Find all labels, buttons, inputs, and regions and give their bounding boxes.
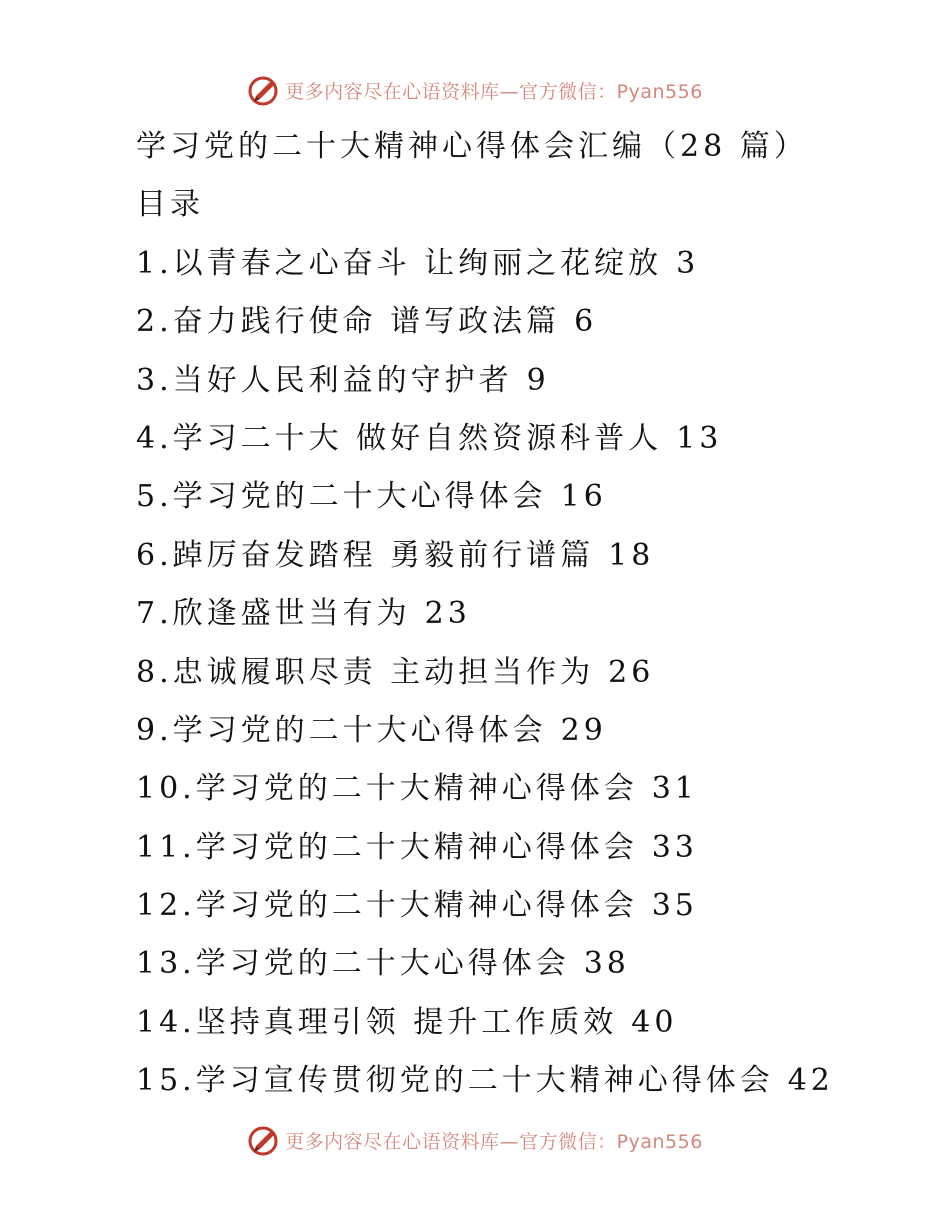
toc-list	[136, 235, 926, 1111]
toc-item-page: 18	[608, 537, 655, 573]
toc-item-label: 4.学习二十大 做好自然资源科普人	[136, 420, 663, 456]
toc-item-label: 12.学习党的二十大精神心得体会	[136, 888, 638, 924]
toc-item-page: 38	[583, 946, 630, 982]
toc-item-page: 6	[574, 304, 598, 340]
toc-item[interactable]	[136, 935, 926, 993]
toc-item[interactable]	[136, 877, 926, 935]
toc-item-page: 3	[676, 245, 700, 281]
toc-item[interactable]	[136, 410, 926, 468]
toc-item-page: 13	[676, 420, 723, 456]
toc-item-page: 16	[560, 479, 607, 515]
pen-logo-icon	[247, 73, 281, 107]
toc-item[interactable]	[136, 644, 926, 702]
toc-item-page: 35	[651, 888, 698, 924]
toc-item[interactable]	[136, 352, 926, 410]
toc-item-label: 5.学习党的二十大心得体会	[136, 479, 547, 515]
toc-item[interactable]	[136, 527, 926, 585]
toc-item-page: 26	[608, 654, 655, 690]
toc-item-page: 9	[526, 362, 550, 398]
toc-item-label: 15.学习宣传贯彻党的二十大精神心得体会	[136, 1063, 774, 1099]
document-title: 学习党的二十大精神心得体会汇编（28 篇）	[136, 129, 808, 164]
watermark-text: 更多内容尽在心语资料库—官方微信：Pyan556	[285, 1130, 703, 1153]
header-watermark	[0, 70, 950, 110]
toc-item-page: 40	[631, 1004, 678, 1040]
document-body	[136, 118, 926, 1111]
toc-item[interactable]	[136, 760, 926, 818]
toc-item[interactable]	[136, 235, 926, 293]
toc-item-label: 2.奋力践行使命 谱写政法篇	[136, 304, 561, 340]
toc-item-label: 14.坚持真理引领 提升工作质效	[136, 1004, 618, 1040]
toc-item-page: 23	[424, 596, 471, 632]
toc-item-page: 33	[651, 829, 698, 865]
toc-heading: 目录	[136, 187, 204, 223]
toc-item-label: 7.欣逢盛世当有为	[136, 596, 411, 632]
toc-item-label: 11.学习党的二十大精神心得体会	[136, 829, 638, 865]
toc-item-label: 10.学习党的二十大精神心得体会	[136, 771, 638, 807]
toc-item-label: 1.以青春之心奋斗 让绚丽之花绽放	[136, 245, 663, 281]
toc-item[interactable]	[136, 293, 926, 351]
toc-item[interactable]	[136, 702, 926, 760]
toc-item[interactable]	[136, 994, 926, 1052]
toc-item[interactable]	[136, 819, 926, 877]
toc-item-page: 42	[787, 1063, 834, 1099]
watermark-text: 更多内容尽在心语资料库—官方微信：Pyan556	[285, 80, 703, 103]
pen-logo-icon	[247, 1123, 281, 1157]
footer-watermark	[0, 1120, 950, 1160]
toc-item[interactable]	[136, 1052, 926, 1110]
toc-item-page: 31	[651, 771, 698, 807]
toc-item-label: 6.踔厉奋发踏程 勇毅前行谱篇	[136, 537, 595, 573]
toc-item[interactable]	[136, 585, 926, 643]
toc-item[interactable]	[136, 468, 926, 526]
toc-item-label: 8.忠诚履职尽责 主动担当作为	[136, 654, 595, 690]
toc-item-label: 13.学习党的二十大心得体会	[136, 946, 570, 982]
toc-item-page: 29	[560, 712, 607, 748]
toc-item-label: 9.学习党的二十大心得体会	[136, 712, 547, 748]
toc-item-label: 3.当好人民利益的守护者	[136, 362, 513, 398]
